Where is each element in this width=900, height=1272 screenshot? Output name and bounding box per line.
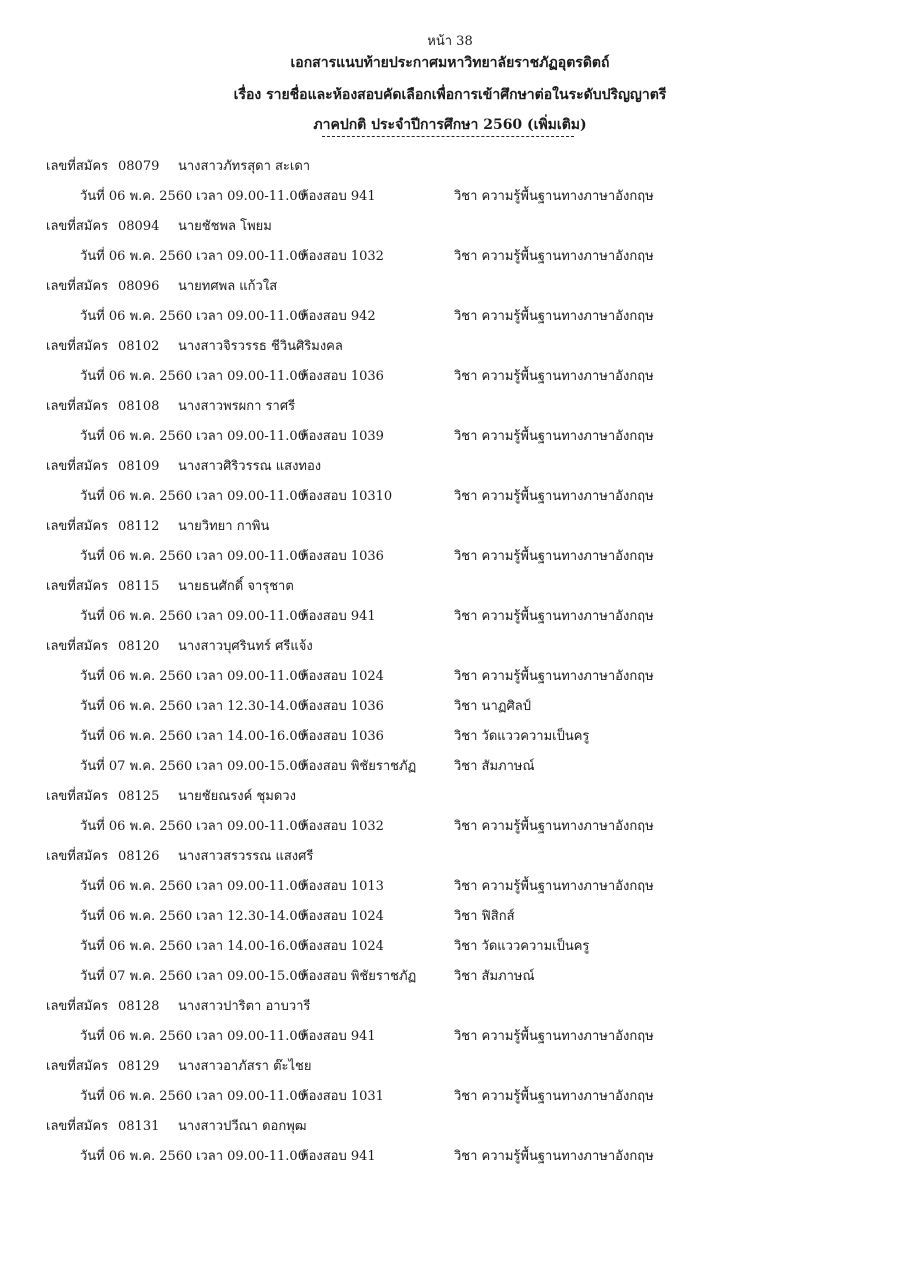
- applicant-number: 08096: [118, 279, 160, 294]
- exam-subject: วิชา ความรู้พื้นฐานทางภาษาอังกฤษ: [454, 249, 654, 264]
- applicant-name: นายชัยณรงค์ ชุมดวง: [178, 789, 296, 804]
- exam-subject: วิชา ความรู้พื้นฐานทางภาษาอังกฤษ: [454, 819, 654, 834]
- exam-date: วันที่ 06 พ.ค. 2560: [80, 699, 193, 714]
- applicant-name: นางสาวศิริวรรณ แสงทอง: [178, 459, 322, 474]
- exam-time: เวลา 09.00-11.00: [196, 189, 306, 204]
- exam-row: [0, 1142, 900, 1172]
- exam-room: ห้องสอบ 1032: [300, 249, 384, 264]
- exam-time: เวลา 09.00-11.00: [196, 819, 306, 834]
- exam-date: วันที่ 06 พ.ค. 2560: [80, 939, 193, 954]
- exam-time: เวลา 09.00-11.00: [196, 1149, 306, 1164]
- exam-subject: วิชา ความรู้พื้นฐานทางภาษาอังกฤษ: [454, 1149, 654, 1164]
- applicant-row: [0, 452, 900, 482]
- applicant-number-label: เลขที่สมัคร: [46, 339, 109, 354]
- applicant-name: นายชัชพล โพยม: [178, 219, 272, 234]
- exam-subject: วิชา สัมภาษณ์: [454, 759, 535, 774]
- exam-room: ห้องสอบ พิชัยราชภัฏ: [300, 759, 417, 774]
- exam-subject: วิชา ความรู้พื้นฐานทางภาษาอังกฤษ: [454, 189, 654, 204]
- applicant-number: 08120: [118, 639, 160, 654]
- applicant-number-label: เลขที่สมัคร: [46, 999, 109, 1014]
- exam-subject: วิชา วัดแววความเป็นครู: [454, 729, 590, 744]
- exam-row: [0, 422, 900, 452]
- applicant-name: นางสาวภัทรสุดา สะเดา: [178, 159, 311, 174]
- applicant-number: 08102: [118, 339, 160, 354]
- exam-time: เวลา 14.00-16.00: [196, 729, 306, 744]
- exam-room: ห้องสอบ 941: [300, 1029, 376, 1044]
- applicant-row: [0, 512, 900, 542]
- exam-date: วันที่ 06 พ.ค. 2560: [80, 549, 193, 564]
- exam-room: ห้องสอบ 1036: [300, 699, 384, 714]
- exam-date: วันที่ 06 พ.ค. 2560: [80, 309, 193, 324]
- exam-subject: วิชา ความรู้พื้นฐานทางภาษาอังกฤษ: [454, 549, 654, 564]
- applicant-number: 08112: [118, 519, 160, 534]
- exam-time: เวลา 09.00-11.00: [196, 1089, 306, 1104]
- applicant-name: นายวิทยา กาพิน: [178, 519, 270, 534]
- applicant-name: นางสาวบุศรินทร์ ศรีแจ้ง: [178, 639, 313, 654]
- exam-subject: วิชา ความรู้พื้นฐานทางภาษาอังกฤษ: [454, 879, 654, 894]
- applicant-number: 08126: [118, 849, 160, 864]
- exam-room: ห้องสอบ 1031: [300, 1089, 384, 1104]
- applicant-row: [0, 572, 900, 602]
- exam-date: วันที่ 06 พ.ค. 2560: [80, 369, 193, 384]
- exam-subject: วิชา สัมภาษณ์: [454, 969, 535, 984]
- document-subject: เรื่อง รายชื่อและห้องสอบคัดเลือกเพื่อการเข้าศึกษาต่อในระดับปริญญาตรี: [233, 87, 667, 103]
- exam-row: [0, 752, 900, 782]
- exam-date: วันที่ 07 พ.ค. 2560: [80, 969, 193, 984]
- exam-room: ห้องสอบ 1024: [300, 909, 384, 924]
- exam-room: ห้องสอบ 1013: [300, 879, 384, 894]
- exam-room: ห้องสอบ 941: [300, 1149, 376, 1164]
- exam-time: เวลา 09.00-11.00: [196, 879, 306, 894]
- exam-date: วันที่ 06 พ.ค. 2560: [80, 909, 193, 924]
- exam-room: ห้องสอบ 1036: [300, 369, 384, 384]
- exam-time: เวลา 09.00-11.00: [196, 249, 306, 264]
- exam-time: เวลา 09.00-15.00: [196, 969, 306, 984]
- applicant-number: 08129: [118, 1059, 160, 1074]
- exam-room: ห้องสอบ 941: [300, 189, 376, 204]
- exam-subject: วิชา ความรู้พื้นฐานทางภาษาอังกฤษ: [454, 429, 654, 444]
- applicant-row: [0, 272, 900, 302]
- applicant-name: นางสาวปวีณา ดอกพุฒ: [178, 1119, 307, 1134]
- exam-time: เวลา 09.00-11.00: [196, 369, 306, 384]
- applicant-number: 08079: [118, 159, 160, 174]
- exam-date: วันที่ 06 พ.ค. 2560: [80, 669, 193, 684]
- exam-subject: วิชา ฟิสิกส์: [454, 909, 515, 924]
- exam-time: เวลา 14.00-16.00: [196, 939, 306, 954]
- page-number: หน้า 38: [427, 34, 473, 49]
- applicant-list: [0, 152, 900, 1172]
- exam-time: เวลา 09.00-11.00: [196, 429, 306, 444]
- applicant-number: 08125: [118, 789, 160, 804]
- applicant-number-label: เลขที่สมัคร: [46, 219, 109, 234]
- applicant-number-label: เลขที่สมัคร: [46, 639, 109, 654]
- exam-date: วันที่ 06 พ.ค. 2560: [80, 1029, 193, 1044]
- exam-row: [0, 932, 900, 962]
- exam-room: ห้องสอบ 1036: [300, 549, 384, 564]
- exam-date: วันที่ 06 พ.ค. 2560: [80, 609, 193, 624]
- exam-row: [0, 542, 900, 572]
- exam-time: เวลา 09.00-15.00: [196, 759, 306, 774]
- applicant-row: [0, 1052, 900, 1082]
- exam-room: ห้องสอบ 1039: [300, 429, 384, 444]
- exam-row: [0, 962, 900, 992]
- exam-row: [0, 602, 900, 632]
- applicant-number-label: เลขที่สมัคร: [46, 159, 109, 174]
- exam-date: วันที่ 06 พ.ค. 2560: [80, 729, 193, 744]
- exam-row: [0, 902, 900, 932]
- exam-date: วันที่ 06 พ.ค. 2560: [80, 249, 193, 264]
- exam-row: [0, 302, 900, 332]
- exam-row: [0, 692, 900, 722]
- exam-room: ห้องสอบ 1032: [300, 819, 384, 834]
- exam-row: [0, 662, 900, 692]
- applicant-number-label: เลขที่สมัคร: [46, 399, 109, 414]
- applicant-row: [0, 992, 900, 1022]
- applicant-row: [0, 632, 900, 662]
- applicant-number: 08115: [118, 579, 160, 594]
- exam-time: เวลา 12.30-14.00: [196, 699, 306, 714]
- applicant-number-label: เลขที่สมัคร: [46, 519, 109, 534]
- applicant-name: นางสาวปาริตา อาบวารี: [178, 999, 311, 1014]
- applicant-number-label: เลขที่สมัคร: [46, 279, 109, 294]
- exam-room: ห้องสอบ 1024: [300, 939, 384, 954]
- applicant-name: นางสาวจิรวรรธ ชีวินศิริมงคล: [178, 339, 343, 354]
- exam-subject: วิชา ความรู้พื้นฐานทางภาษาอังกฤษ: [454, 489, 654, 504]
- applicant-number-label: เลขที่สมัคร: [46, 1059, 109, 1074]
- exam-time: เวลา 09.00-11.00: [196, 489, 306, 504]
- exam-time: เวลา 12.30-14.00: [196, 909, 306, 924]
- applicant-row: [0, 842, 900, 872]
- exam-subject: วิชา ความรู้พื้นฐานทางภาษาอังกฤษ: [454, 669, 654, 684]
- exam-row: [0, 242, 900, 272]
- exam-room: ห้องสอบ พิชัยราชภัฏ: [300, 969, 417, 984]
- applicant-number: 08094: [118, 219, 160, 234]
- applicant-number: 08108: [118, 399, 160, 414]
- applicant-name: นายธนศักดิ์ จารุชาต: [178, 579, 294, 594]
- exam-room: ห้องสอบ 10310: [300, 489, 393, 504]
- applicant-row: [0, 1112, 900, 1142]
- exam-row: [0, 872, 900, 902]
- exam-time: เวลา 09.00-11.00: [196, 669, 306, 684]
- document-subtitle: ภาคปกติ ประจำปีการศึกษา 2560 (เพิ่มเติม): [313, 117, 587, 133]
- exam-subject: วิชา ความรู้พื้นฐานทางภาษาอังกฤษ: [454, 1029, 654, 1044]
- exam-row: [0, 362, 900, 392]
- exam-room: ห้องสอบ 942: [300, 309, 376, 324]
- exam-room: ห้องสอบ 1024: [300, 669, 384, 684]
- exam-date: วันที่ 06 พ.ค. 2560: [80, 879, 193, 894]
- applicant-number: 08128: [118, 999, 160, 1014]
- exam-room: ห้องสอบ 1036: [300, 729, 384, 744]
- applicant-name: นางสาวอาภัสรา ต๊ะไชย: [178, 1059, 312, 1074]
- applicant-name: นายทศพล แก้วใส: [178, 279, 278, 294]
- exam-time: เวลา 09.00-11.00: [196, 549, 306, 564]
- exam-row: [0, 812, 900, 842]
- exam-subject: วิชา นาฏศิลป์: [454, 699, 531, 714]
- exam-row: [0, 722, 900, 752]
- exam-row: [0, 1022, 900, 1052]
- exam-date: วันที่ 06 พ.ค. 2560: [80, 819, 193, 834]
- exam-row: [0, 482, 900, 512]
- exam-subject: วิชา ความรู้พื้นฐานทางภาษาอังกฤษ: [454, 309, 654, 324]
- applicant-name: นางสาวพรผกา ราศรี: [178, 399, 296, 414]
- applicant-number-label: เลขที่สมัคร: [46, 849, 109, 864]
- applicant-name: นางสาวสรวรรณ แสงศรี: [178, 849, 314, 864]
- applicant-row: [0, 392, 900, 422]
- exam-date: วันที่ 06 พ.ค. 2560: [80, 189, 193, 204]
- applicant-number-label: เลขที่สมัคร: [46, 789, 109, 804]
- applicant-number-label: เลขที่สมัคร: [46, 459, 109, 474]
- exam-subject: วิชา วัดแววความเป็นครู: [454, 939, 590, 954]
- exam-subject: วิชา ความรู้พื้นฐานทางภาษาอังกฤษ: [454, 369, 654, 384]
- exam-date: วันที่ 06 พ.ค. 2560: [80, 1089, 193, 1104]
- applicant-row: [0, 212, 900, 242]
- exam-date: วันที่ 06 พ.ค. 2560: [80, 1149, 193, 1164]
- exam-date: วันที่ 07 พ.ค. 2560: [80, 759, 193, 774]
- document-title: เอกสารแนบท้ายประกาศมหาวิทยาลัยราชภัฏอุตรดิตถ์: [290, 55, 610, 71]
- exam-subject: วิชา ความรู้พื้นฐานทางภาษาอังกฤษ: [454, 1089, 654, 1104]
- exam-time: เวลา 09.00-11.00: [196, 609, 306, 624]
- exam-room: ห้องสอบ 941: [300, 609, 376, 624]
- exam-row: [0, 1082, 900, 1112]
- exam-subject: วิชา ความรู้พื้นฐานทางภาษาอังกฤษ: [454, 609, 654, 624]
- exam-date: วันที่ 06 พ.ค. 2560: [80, 489, 193, 504]
- applicant-number: 08109: [118, 459, 160, 474]
- exam-time: เวลา 09.00-11.00: [196, 309, 306, 324]
- applicant-number-label: เลขที่สมัคร: [46, 579, 109, 594]
- applicant-row: [0, 782, 900, 812]
- exam-row: [0, 182, 900, 212]
- header-divider: [322, 136, 574, 137]
- applicant-number-label: เลขที่สมัคร: [46, 1119, 109, 1134]
- exam-date: วันที่ 06 พ.ค. 2560: [80, 429, 193, 444]
- applicant-row: [0, 332, 900, 362]
- applicant-number: 08131: [118, 1119, 160, 1134]
- exam-time: เวลา 09.00-11.00: [196, 1029, 306, 1044]
- applicant-row: [0, 152, 900, 182]
